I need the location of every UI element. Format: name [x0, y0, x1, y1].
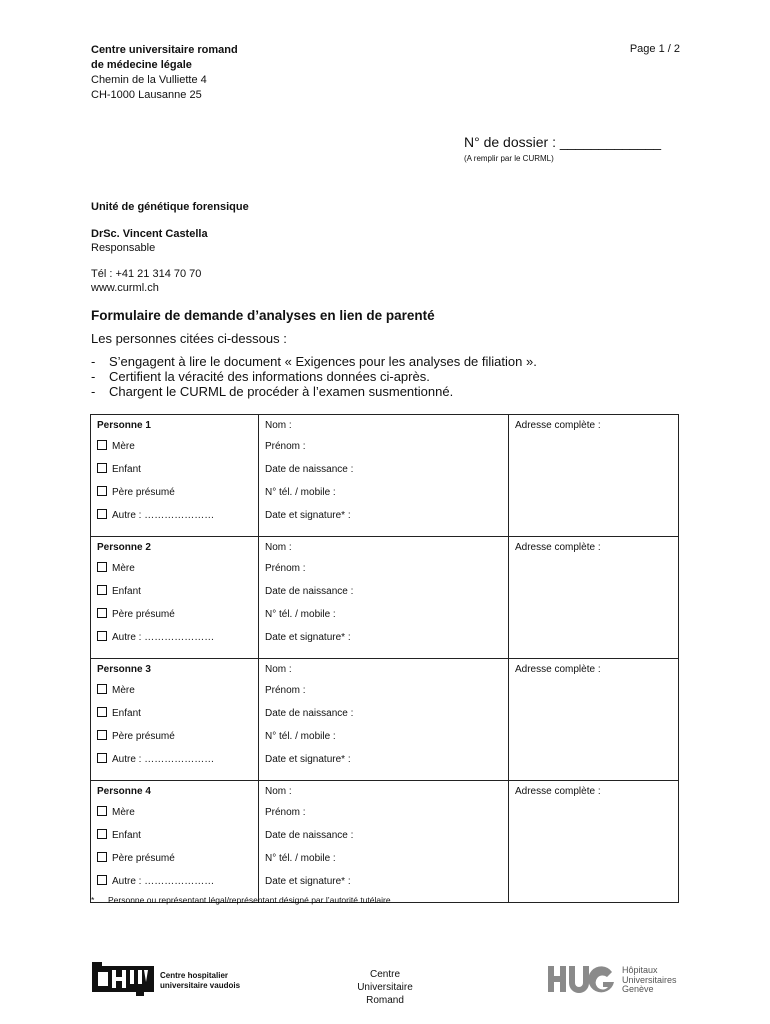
checkbox[interactable]	[97, 585, 107, 595]
person-label: Personne 3	[97, 664, 151, 675]
hug-logo	[548, 964, 614, 1001]
checkbox[interactable]	[97, 608, 107, 618]
page-number: Page 1 / 2	[629, 43, 680, 55]
person-address-cell[interactable]	[509, 659, 679, 781]
person-role-cell	[91, 781, 259, 903]
checkbox[interactable]	[97, 753, 107, 763]
field-adresse: Adresse complète :	[515, 786, 601, 797]
checkbox[interactable]	[97, 829, 107, 839]
dossier-number-field[interactable]: N° de dossier : _____________	[464, 134, 662, 150]
field-prenom[interactable]: Prénom :	[265, 685, 306, 696]
field-telephone[interactable]: N° tél. / mobile :	[265, 609, 336, 620]
org-address-line1: Chemin de la Vulliette 4	[91, 74, 207, 86]
checkbox[interactable]	[97, 440, 107, 450]
person-row	[91, 781, 679, 903]
form-bullets	[91, 354, 537, 399]
person-identity-cell	[259, 659, 509, 781]
checkbox[interactable]	[97, 509, 107, 519]
persons-table	[90, 414, 679, 903]
person-identity-cell	[259, 415, 509, 537]
person-role-cell	[91, 415, 259, 537]
curml-footer-name: Centre Universitaire Romand	[357, 969, 413, 1006]
org-name-line1: Centre universitaire romand	[91, 44, 238, 56]
person-identity-cell	[259, 537, 509, 659]
person-row	[91, 537, 679, 659]
field-telephone[interactable]: N° tél. / mobile :	[265, 853, 336, 864]
responsible-role: Responsable	[91, 242, 156, 254]
option-mere[interactable]: Mère	[97, 562, 252, 585]
footnote-mark: *	[91, 895, 95, 905]
option-autre[interactable]: Autre : …………………	[97, 753, 252, 776]
option-autre[interactable]: Autre : …………………	[97, 875, 252, 898]
field-date-naissance[interactable]: Date de naissance :	[265, 708, 354, 719]
person-row	[91, 659, 679, 781]
bullet-item: - Chargent le CURML de procéder à l’examen susmentionné.	[91, 384, 537, 399]
bullet-item: - Certifient la véracité des informations données ci-après.	[91, 369, 537, 384]
option-enfant[interactable]: Enfant	[97, 829, 252, 852]
field-adresse: Adresse complète :	[515, 664, 601, 675]
responsible-block	[91, 227, 208, 255]
field-signature[interactable]: Date et signature* :	[265, 754, 351, 765]
field-prenom[interactable]: Prénom :	[265, 807, 306, 818]
person-row	[91, 415, 679, 537]
chuv-logo	[92, 962, 154, 1001]
checkbox[interactable]	[97, 463, 107, 473]
hug-name: Hôpitaux Universitaires Genève	[622, 965, 677, 994]
person-identity-cell	[259, 781, 509, 903]
person-address-cell[interactable]	[509, 537, 679, 659]
checkbox[interactable]	[97, 684, 107, 694]
person-address-cell[interactable]	[509, 781, 679, 903]
field-prenom[interactable]: Prénom :	[265, 563, 306, 574]
person-role-cell	[91, 537, 259, 659]
field-adresse: Adresse complète :	[515, 542, 601, 553]
field-telephone[interactable]: N° tél. / mobile :	[265, 731, 336, 742]
organization-block	[91, 43, 238, 103]
option-autre[interactable]: Autre : …………………	[97, 509, 252, 532]
option-autre[interactable]: Autre : …………………	[97, 631, 252, 654]
field-date-naissance[interactable]: Date de naissance :	[265, 830, 354, 841]
option-pere-presume[interactable]: Père présumé	[97, 730, 252, 753]
person-label: Personne 2	[97, 542, 151, 553]
person-label: Personne 1	[97, 420, 151, 431]
checkbox[interactable]	[97, 852, 107, 862]
field-nom[interactable]: Nom :	[265, 664, 292, 675]
form-intro: Les personnes citées ci-dessous :	[91, 331, 287, 346]
person-label: Personne 4	[97, 786, 151, 797]
chuv-name: Centre hospitalier universitaire vaudois	[160, 971, 241, 990]
option-mere[interactable]: Mère	[97, 806, 252, 829]
field-adresse: Adresse complète :	[515, 420, 601, 431]
option-mere[interactable]: Mère	[97, 684, 252, 707]
field-telephone[interactable]: N° tél. / mobile :	[265, 487, 336, 498]
person-address-cell[interactable]	[509, 415, 679, 537]
option-pere-presume[interactable]: Père présumé	[97, 486, 252, 509]
field-signature[interactable]: Date et signature* :	[265, 632, 351, 643]
field-date-naissance[interactable]: Date de naissance :	[265, 586, 354, 597]
checkbox[interactable]	[97, 806, 107, 816]
checkbox[interactable]	[97, 562, 107, 572]
checkbox[interactable]	[97, 875, 107, 885]
contact-block	[91, 267, 201, 295]
option-pere-presume[interactable]: Père présumé	[97, 608, 252, 631]
unit-name: Unité de génétique forensique	[91, 201, 249, 213]
footnote-text: Personne ou représentant légal/représentant désigné par l’autorité tutélaire	[108, 895, 391, 905]
form-title: Formulaire de demande d’analyses en lien de parenté	[91, 308, 435, 323]
responsible-name: DrSc. Vincent Castella	[91, 228, 208, 240]
org-name-line2: de médecine légale	[91, 59, 192, 71]
field-nom[interactable]: Nom :	[265, 542, 292, 553]
option-enfant[interactable]: Enfant	[97, 463, 252, 486]
option-mere[interactable]: Mère	[97, 440, 252, 463]
option-pere-presume[interactable]: Père présumé	[97, 852, 252, 875]
footnote	[91, 895, 391, 905]
bullet-item: - S’engagent à lire le document « Exigences pour les analyses de filiation ».	[91, 354, 537, 369]
checkbox[interactable]	[97, 486, 107, 496]
checkbox[interactable]	[97, 707, 107, 717]
field-signature[interactable]: Date et signature* :	[265, 510, 351, 521]
checkbox[interactable]	[97, 631, 107, 641]
contact-web: www.curml.ch	[91, 282, 159, 294]
field-prenom[interactable]: Prénom :	[265, 441, 306, 452]
option-enfant[interactable]: Enfant	[97, 707, 252, 730]
person-role-cell	[91, 659, 259, 781]
contact-phone: Tél : +41 21 314 70 70	[91, 268, 202, 280]
checkbox[interactable]	[97, 730, 107, 740]
field-signature[interactable]: Date et signature* :	[265, 876, 351, 887]
dossier-note: (A remplir par le CURML)	[464, 154, 554, 163]
field-date-naissance[interactable]: Date de naissance :	[265, 464, 354, 475]
option-enfant[interactable]: Enfant	[97, 585, 252, 608]
field-nom[interactable]: Nom :	[265, 420, 292, 431]
org-address-line2: CH-1000 Lausanne 25	[91, 89, 202, 101]
field-nom[interactable]: Nom :	[265, 786, 292, 797]
